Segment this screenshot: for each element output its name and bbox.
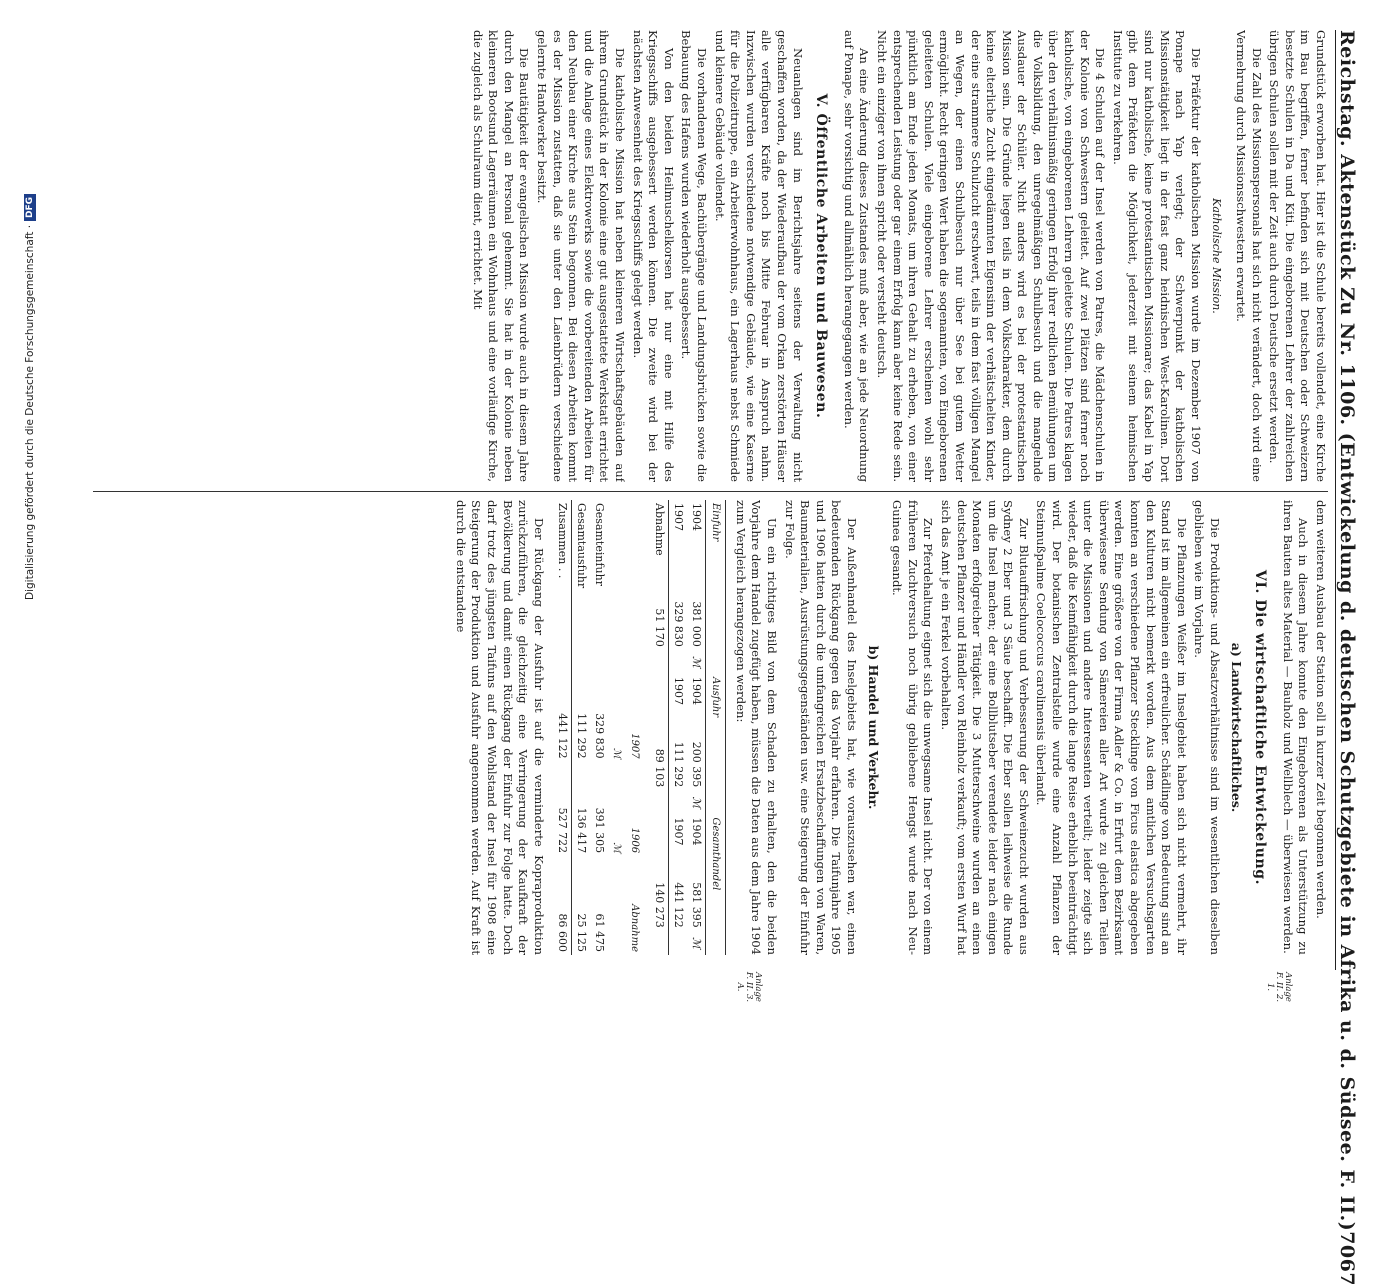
right-column bbox=[88, 500, 1328, 955]
paragraph: Die Bautätigkeit der evangelischen Mission wurde auch in diesem Jahre durch den Mangel an Personal gehemmt. Sie hat in der Kolonie neben kleineren Bootsund Lagerräumen ein Wohnhaus und eine vorläufige Kirche, die zugleich als Schulraum dient, errichtet. Mit bbox=[470, 30, 532, 482]
table-row: Gesamteinfuhr 329 830 391 305 61 475 bbox=[592, 503, 606, 952]
header-title: Reichstag. Aktenstück Zu Nr. 1106. (Entwickelung d. deutschen Schutzgebiete in Afrika u. d. Südsee. F. II.) bbox=[1336, 30, 1358, 1232]
table-row: Gesamtausfuhr 111 292 136 417 25 125 bbox=[575, 503, 589, 952]
page-number: 7067 bbox=[1336, 1231, 1358, 1286]
left-column bbox=[88, 30, 1328, 482]
paragraph: Die Zahl des Missionspersonals hat sich nicht verändert, doch wird eine Vermehrung durch Missionsschwestern erwartet. bbox=[1234, 30, 1264, 482]
footer-strip bbox=[0, 0, 34, 1000]
paragraph: Neuanlagen sind im Berichtsjahre seitens der Verwaltung nicht geschaffen worden, da der Wiederaufbau der vom Orkan zerstörten Häuser alle verfügbaren Kräfte noch bis Mitte Februar in Anspruch nahm. Inzwischen wurden verschiedene notwendige Gebäude, wie eine Kaserne für die Polizeitruppe, ein Arbeiterwohnhaus, ein Lagerhaus nebst Schmiede und kleinere Gebäude vollendet. bbox=[712, 30, 805, 482]
paragraph: Die vorhandenen Wege, Bachübergänge und Landungsbrücken sowie die Bebauung des Hafens wurden wiederholt ausgebessert. bbox=[679, 30, 710, 482]
paragraph: Um ein richtiges Bild von dem Schaden zu erhalten, den die beiden Vorjahre dem Handel zugefügt haben, müssen die Daten aus dem Jahre 1904 zum Vergleich herangezogen werden: bbox=[733, 500, 779, 955]
margin-note-anlage: Anlage F. II. 2. 1. bbox=[1265, 971, 1293, 1003]
summary-table: 1907 1906 Abnahme ℳ ℳ Gesamteinfuhr 329 830 391 305 61 475 Gesamtausfuhr 111 292 136 417 25 125 Zusammen . . 441 122 527 722 86 600 bbox=[554, 500, 643, 955]
section-vi-heading: VI. Die wirtschaftliche Entwickelung. bbox=[1252, 569, 1269, 886]
summary-header-1906: 1906 bbox=[628, 827, 640, 854]
rotated-document bbox=[82, 30, 1362, 1286]
subheading-catholic-mission: Katholische Mission. bbox=[1210, 198, 1224, 314]
section-v-heading: V. Öffentliche Arbeiten und Bauwesen. bbox=[813, 93, 830, 419]
table-row: 1904 381 000 ℳ 1904 200 395 ℳ 1904 581 395 ℳ bbox=[689, 503, 703, 949]
summary-header-abnahme: Abnahme bbox=[628, 904, 640, 952]
paragraph: Die Produktions- und Absatzverhältnisse sind im wesentlichen dieselben geblieben wie im Vorjahre. bbox=[1192, 500, 1223, 955]
paragraph: Der Außenhandel des Inselgebiets hat, wie vorauszusehen war, einen bedeutenden Rückgang gegen das Vorjahr erfahren. Die Taifunjahre 1905 und 1906 hatten durch die umfangreichen Ersatzbeschaffungen von Waren, Baumaterialien, Ausrüstungsgegenständen usw. eine Steigerung der Einfuhr zur Folge. bbox=[782, 500, 859, 955]
subheading-trade: b) Handel und Verkehr. bbox=[865, 645, 881, 810]
table-header-ausfuhr: Ausfuhr bbox=[705, 674, 726, 814]
summary-header-1907: 1907 bbox=[628, 733, 640, 759]
paragraph: Zur Blutauffrischung und Verbesserung der Schweinezucht wurden aus Sydney 2 Eber und 3 Säue beschafft. Die Eber sollen leihweise die Runde um die Insel machen; der eine Bollblutseber verendete leider nach einigen Monaten erfolgreicher Tätigkeit. Die 3 Mutterschweine wurden an einen deutschen Pflanzer und Händler von Rleinholz verkauft; vom ersten Wurf hat sich das Amt je ein Ferkel vorbehalten. bbox=[938, 500, 1031, 955]
dfg-logo-icon: DFG bbox=[24, 194, 36, 221]
paragraph: Die Pflanzungen Weißer im Inselgebiet haben sich nicht vermehrt, ihr Stand ist im allgemeinen ein erfreulicher. Schädlinge von Bedeutung sind an den Kulturen nicht bemerkt worden. Aus dem amtlichen Versuchsgarten konnten an verschiedene Pflanzer Stecklinge von Ficus elastica abgegeben werden. Eine größere von der Firma Adler & Co. in Erfurt dem Bezirksamt überwiesene Sendung von Sämereien aller Art wurde zu gleichen Teilen unter die Missionen und andere Interessenten verteilt; leider zeigte sich wieder, daß die Keimfähigkeit durch die lange Reise erheblich beeinträchtigt wird. Der botanischen Zentralstelle wurde eine Anzahl Pflanzen der Steinnußpalme Coelococcus carolinensis überlandt. bbox=[1034, 500, 1189, 955]
paragraph: dem weiteren Ausbau der Station soll in kurzer Zeit begonnen werden. bbox=[1314, 500, 1328, 919]
paragraph: Der Rückgang der Ausfuhr ist auf die verminderte Kopraproduktion zurückzuführen, die gleichzeitig eine Verringerung der Kaufkraft der Bevölkerung und damit einen Rückgang der Einfuhr zur Folge hatte. Doch darf trotz des jüngsten Taifuns auf den Wohlstand der Insel für 1908 eine Steigerung der Produktion und Ausfuhr angenommen werden. Auf Kraft ist durch die entstandene bbox=[453, 500, 546, 955]
table-header-einfuhr: Einfuhr bbox=[705, 500, 726, 674]
paragraph: Zur Pferdehaltung eignet sich die unwegsame Insel nicht. Der von einem früheren Zuchtversuch noch übrig gebliebene Hengst wurde nach Neu-Guinea gesandt. bbox=[890, 500, 936, 955]
table-row-abnahme: Abnahme 51 170 89 103 140 273 bbox=[651, 500, 669, 955]
table-row-total: Zusammen . . 441 122 527 722 86 600 bbox=[554, 500, 572, 955]
page-header bbox=[1335, 30, 1362, 1286]
footer-credit-text: Digitalisierung gefördert durch die Deutsche Forschungsgemeinschaft · bbox=[24, 224, 36, 600]
paragraph: Die 4 Schulen auf der Insel werden von Patres, die Mädchenschulen in der Kolonie von Schwestern geleitet. Auf zwei Plätzen sind ferner noch katholische, von eingeborenen Lehrern geleitete Schulen. Die Patres klagen über den verhältnismäßig geringen Erfolg ihrer redlichen Bemühungen um die Volksbildung, den unregelmäßigen Schulbesuch und die mangelnde Ausdauer der Schüler. Nicht anders wird es bei der protestantischen Mission sein. Die Gründe liegen teils in dem Volkscharakter, dem durch keine elterliche Zucht eingedämmten Eigensinn der verhätschelten Kinder, der eine strammere Schulzucht erschwert, teils in dem fast völligen Mangel an Wegen, der einen Schulbesuch nur über See bei gutem Wetter ermöglicht. Recht geringen Wert haben die sogenannten, von Eingeborenen geleiteten Schulen. Viele eingeborene Lehrer erscheinen wohl sehr pünktlich am Ende jeden Monats, um ihren Gehalt zu erheben, von einer entsprechenden Leistung oder gar einem Erfolg kann aber keine Rede sein. Nicht ein einziger von ihnen spricht oder versteht deutsch. bbox=[874, 30, 1108, 482]
scanned-page bbox=[34, 0, 1383, 1286]
column-divider bbox=[93, 491, 1328, 492]
paragraph: An eine Änderung dieses Zustandes muß aber, wie an jede Neuordnung auf Ponape, sehr vorsichtig und allmählich herangegangen werden. bbox=[841, 30, 872, 482]
paragraph: Grundstück erworben hat. Hier ist die Schule bereits vollendet, eine Kirche im Bau begriffen, ferner befinden sich mit Deutschen oder Schweizern besetzte Schulen in Da und Kiti. Die eingeborenen Lehrer der zahlreichen übrigen Schulen sollen mit der Zeit auch durch Deutsche ersetzt werden. bbox=[1267, 30, 1328, 482]
paragraph: Die Präfektur der katholischen Mission wurde im Dezember 1907 von Ponape nach Yap verlegt; der Schwerpunkt der katholischen Missionstätigkeit liegt in der fast ganz heidnischen West-Karolinen. Dort sind nur katholische, keine protestantischen Missionare; das Kabel in Yap gibt dem Präfekten die Möglichkeit, jederzeit mit seinem heimischen Institute zu verkehren. bbox=[1110, 30, 1203, 482]
margin-note-anlage: Anlage F. II. 3. A. bbox=[735, 971, 763, 1003]
subheading-agriculture: a) Landwirtschaftliches. bbox=[1228, 642, 1244, 813]
trade-comparison-table bbox=[651, 500, 726, 955]
paragraph: Von den beiden Heilmuschelkorsen hat nur eine mit Hilfe des Kriegsschiffs ausgebessert werden können. Die zweite wird bei der nächsten Anwesenheit des Kriegsschiffs gelegt werden. bbox=[630, 30, 676, 482]
paragraph: Die katholische Mission hat neben kleineren Wirtschaftsgebäuden auf ihrem Grundstück in der Kolonie eine gut ausgestattete Werkstatt errichtet und die Anlage eines Elektrowerks sowie die vorbereitenden Arbeiten für den Neubau einer Kirche aus Stein begonnen. Bei diesen Arbeiten kommt es der Mission zustatten, daß sie unter den Laienbrüdern verschiedene gelernte Handwerker besitzt. bbox=[535, 30, 628, 482]
table-row: 1907 329 830 1907 111 292 1907 441 122 bbox=[672, 503, 686, 928]
footer-credit bbox=[24, 196, 36, 600]
paragraph: Auch in diesem Jahre konnte den Eingeborenen als Unterstützung zu ihren Bauten altes Material — Bauholz und Wellblech — überwiesen werden. bbox=[1280, 500, 1311, 955]
table-header-gesamthandel: Gesamthandel bbox=[705, 814, 726, 955]
